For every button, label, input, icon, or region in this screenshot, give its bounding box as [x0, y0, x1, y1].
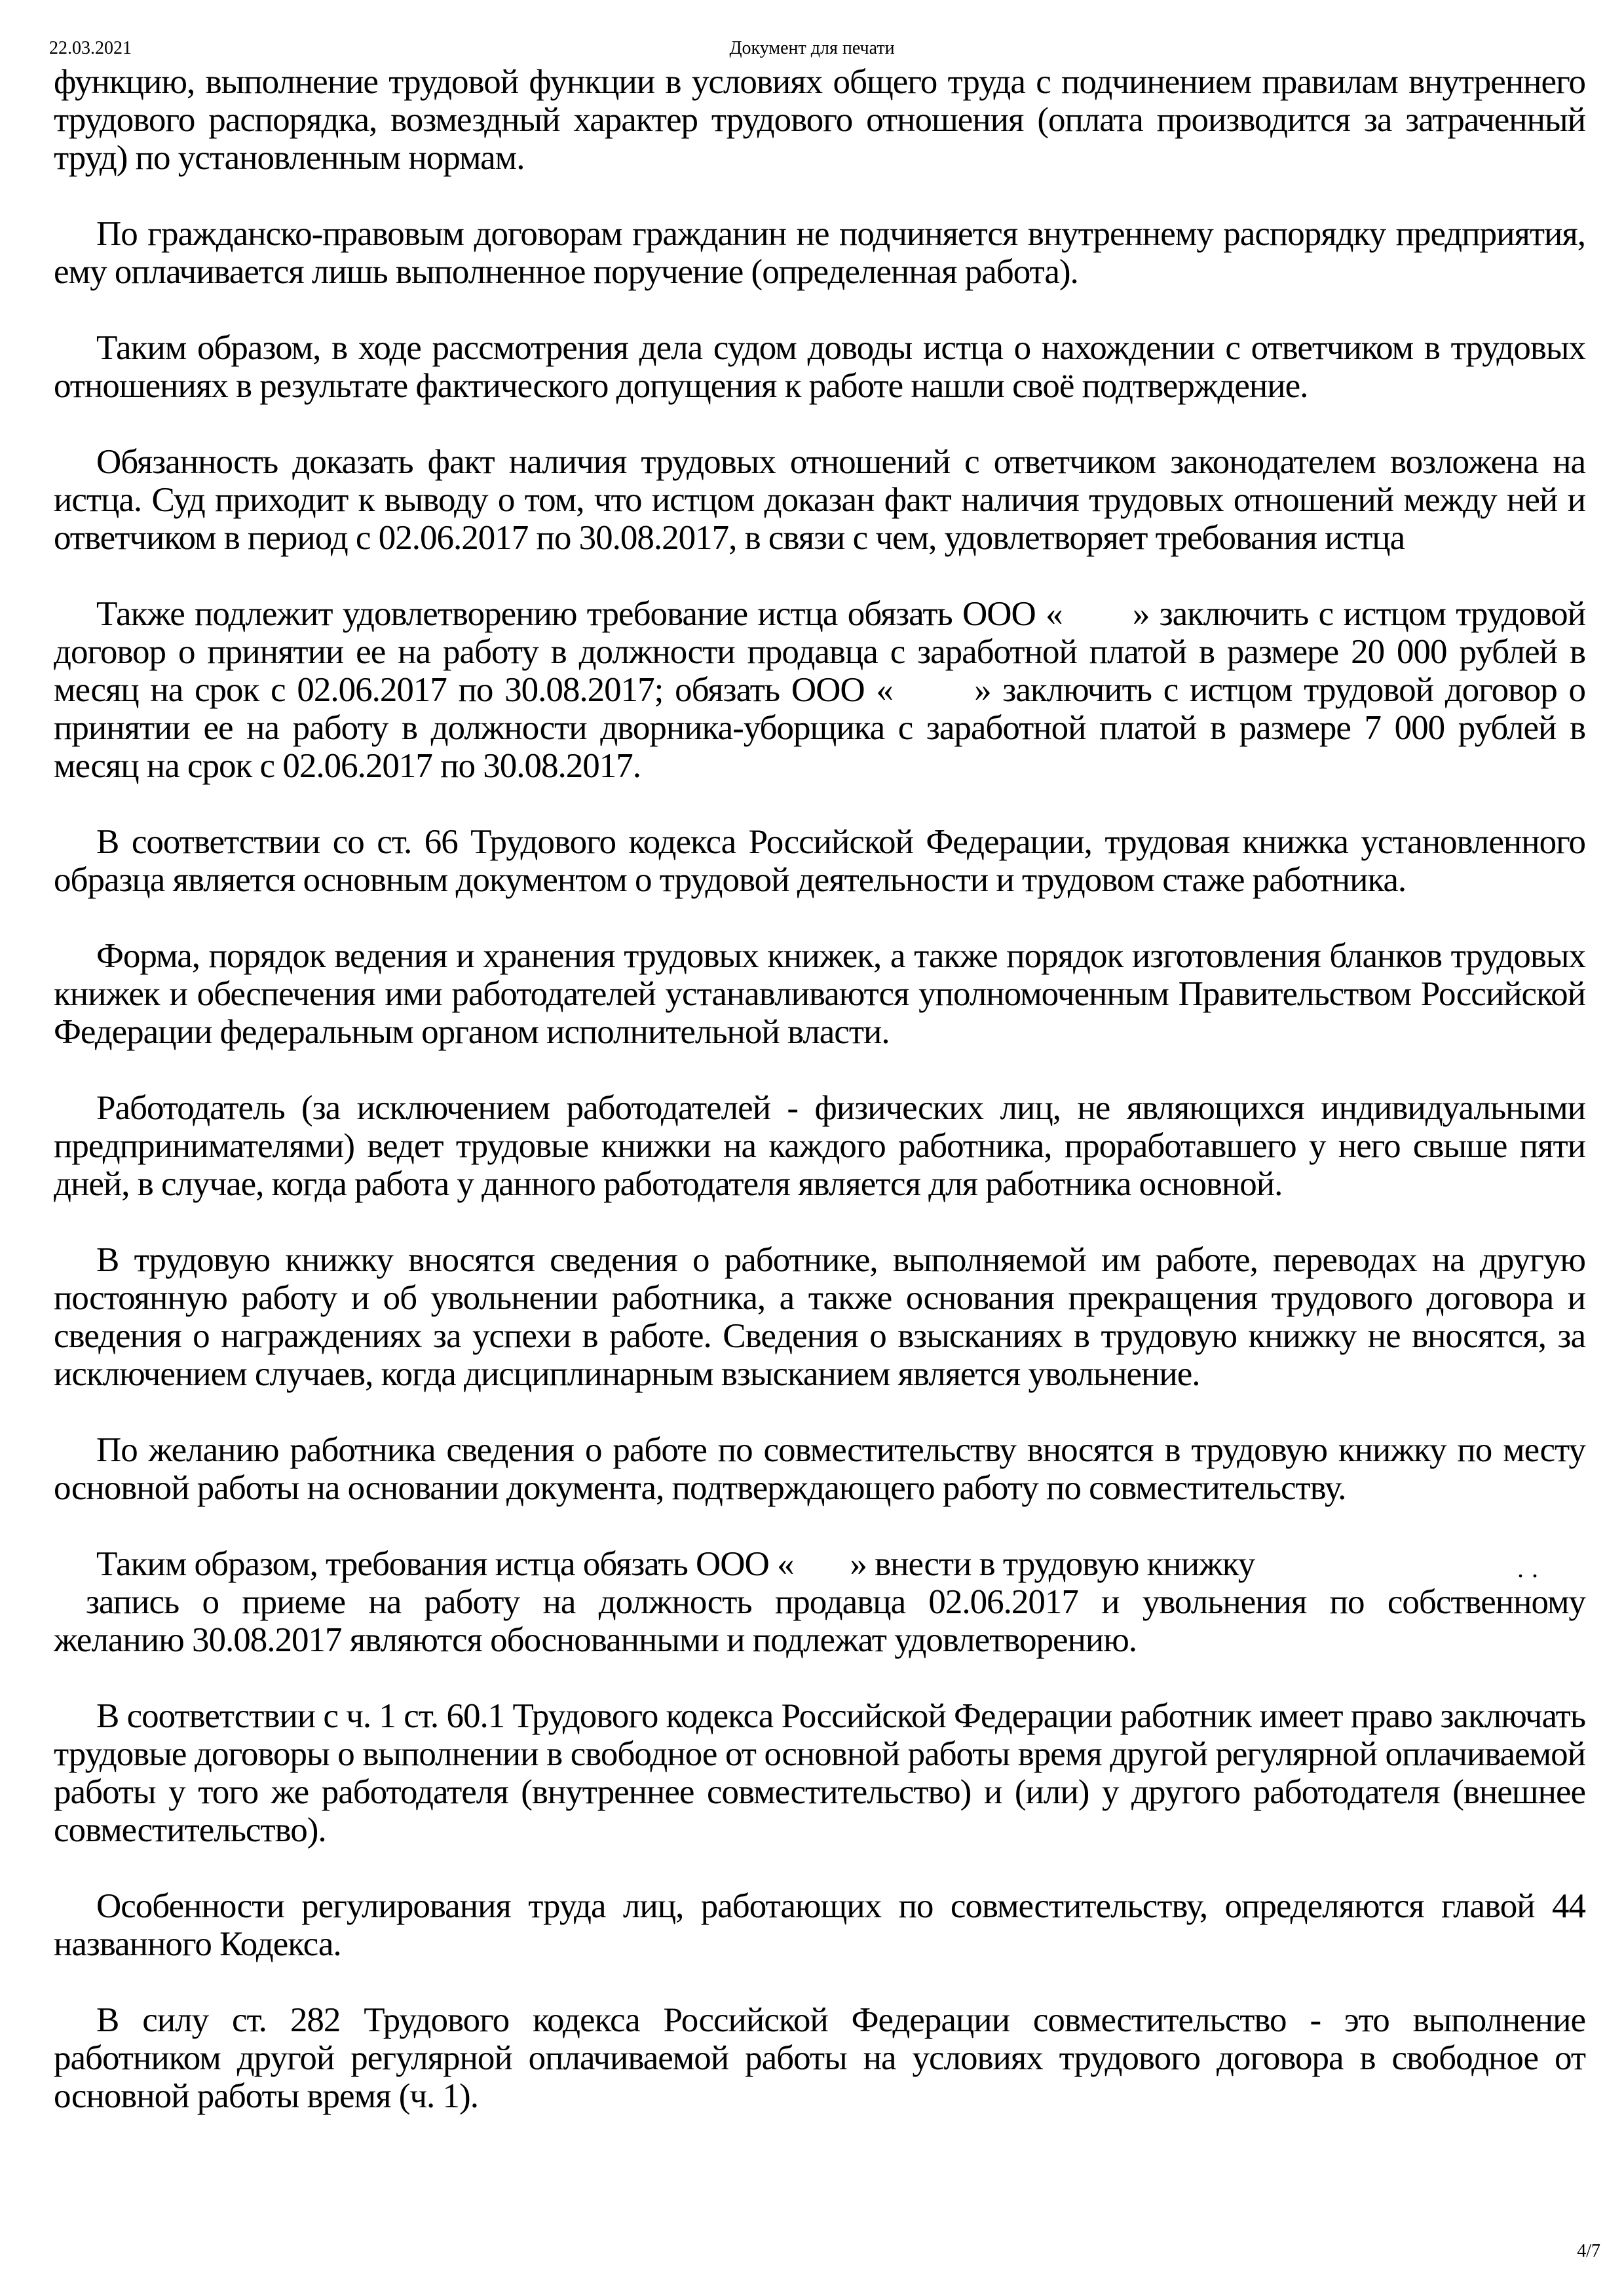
- body-paragraph: В соответствии со ст. 66 Трудового кодекса Российской Федерации, трудовая книжка установленного образца является основным документом о трудовой деятельности и трудовом стаже работника.: [54, 823, 1585, 899]
- body-paragraph: По желанию работника сведения о работе по совместительству вносятся в трудовую книжку по месту основной работы на основании документа, подтверждающего работу по совместительству.: [54, 1431, 1585, 1507]
- broken-paragraph-line: Таким образом, требования истца обязать ООО « » внести в трудовую книжку: [96, 1545, 1255, 1583]
- header-date: 22.03.2021: [49, 38, 132, 58]
- body-paragraph: Также подлежит удовлетворению требование истца обязать ООО « » заключить с истцом трудовой договор о принятии ее на работу в должности продавца с заработной платой в размере 20 000 рублей в месяц на срок с 02.06.2017 по 30.08.2017; обязать ООО « » заключить с истцом трудовой договор о принятии ее на работу в должности дворника-уборщика с заработной платой в размере 7 000 рублей в месяц на срок с 02.06.2017 по 30.08.2017.: [54, 595, 1585, 785]
- stray-dots-artifact: ..: [1517, 1554, 1546, 1583]
- body-paragraph: Особенности регулирования труда лиц, работающих по совместительству, определяются главой 44 названного Кодекса.: [54, 1887, 1585, 1963]
- body-paragraph: В трудовую книжку вносятся сведения о работнике, выполняемой им работе, переводах на другую постоянную работу и об увольнении работника, а также основания прекращения трудового договора и сведения о награждениях за успехи в работе. Сведения о взысканиях в трудовую книжку не вносятся, за исключением случаев, когда дисциплинарным взысканием является увольнение.: [54, 1241, 1585, 1393]
- body-paragraph: В соответствии с ч. 1 ст. 60.1 Трудового кодекса Российской Федерации работник имеет право заключать трудовые договоры о выполнении в свободное от основной работы время другой регулярной оплачиваемой работы у того же работодателя (внутреннее совместительство) и (или) у другого работодателя (внешнее совместительство).: [54, 1697, 1585, 1849]
- body-paragraph: Форма, порядок ведения и хранения трудовых книжек, а также порядок изготовления бланков трудовых книжек и обеспечения ими работодателей устанавливаются уполномоченным Правительством Российской Федерации федеральным органом исполнительной власти.: [54, 937, 1585, 1051]
- body-paragraph: В силу ст. 282 Трудового кодекса Российской Федерации совместительство - это выполнение работником другой регулярной оплачиваемой работы на условиях трудового договора в свободное от основной работы время (ч. 1).: [54, 2001, 1585, 2115]
- broken-paragraph-line: желанию 30.08.2017 являются обоснованными и подлежат удовлетворению.: [54, 1621, 1137, 1659]
- document-body: [54, 63, 1585, 2153]
- body-paragraph: функцию, выполнение трудовой функции в условиях общего труда с подчинением правилам внутреннего трудового распорядка, возмездный характер трудового отношения (оплата производится за затраченный труд) по установленным нормам.: [54, 63, 1585, 177]
- header-title: Документ для печати: [729, 38, 895, 58]
- broken-paragraph-line: запись о приеме на работу на должность продавца 02.06.2017 и увольнения по собственному: [86, 1583, 1585, 1621]
- page-number: 4/7: [1577, 2241, 1600, 2261]
- body-paragraph-broken: [54, 1545, 1585, 1659]
- body-paragraph: Обязанность доказать факт наличия трудовых отношений с ответчиком законодателем возложена на истца. Суд приходит к выводу о том, что истцом доказан факт наличия трудовых отношений между ней и ответчиком в период с 02.06.2017 по 30.08.2017, в связи с чем, удовлетворяет требования истца: [54, 443, 1585, 557]
- body-paragraph: По гражданско-правовым договорам гражданин не подчиняется внутреннему распорядку предприятия, ему оплачивается лишь выполненное поручение (определенная работа).: [54, 215, 1585, 291]
- body-paragraph: Таким образом, в ходе рассмотрения дела судом доводы истца о нахождении с ответчиком в трудовых отношениях в результате фактического допущения к работе нашли своё подтверждение.: [54, 329, 1585, 405]
- body-paragraph: Работодатель (за исключением работодателей - физических лиц, не являющихся индивидуальными предпринимателями) ведет трудовые книжки на каждого работника, проработавшего у него свыше пяти дней, в случае, когда работа у данного работодателя является для работника основной.: [54, 1089, 1585, 1203]
